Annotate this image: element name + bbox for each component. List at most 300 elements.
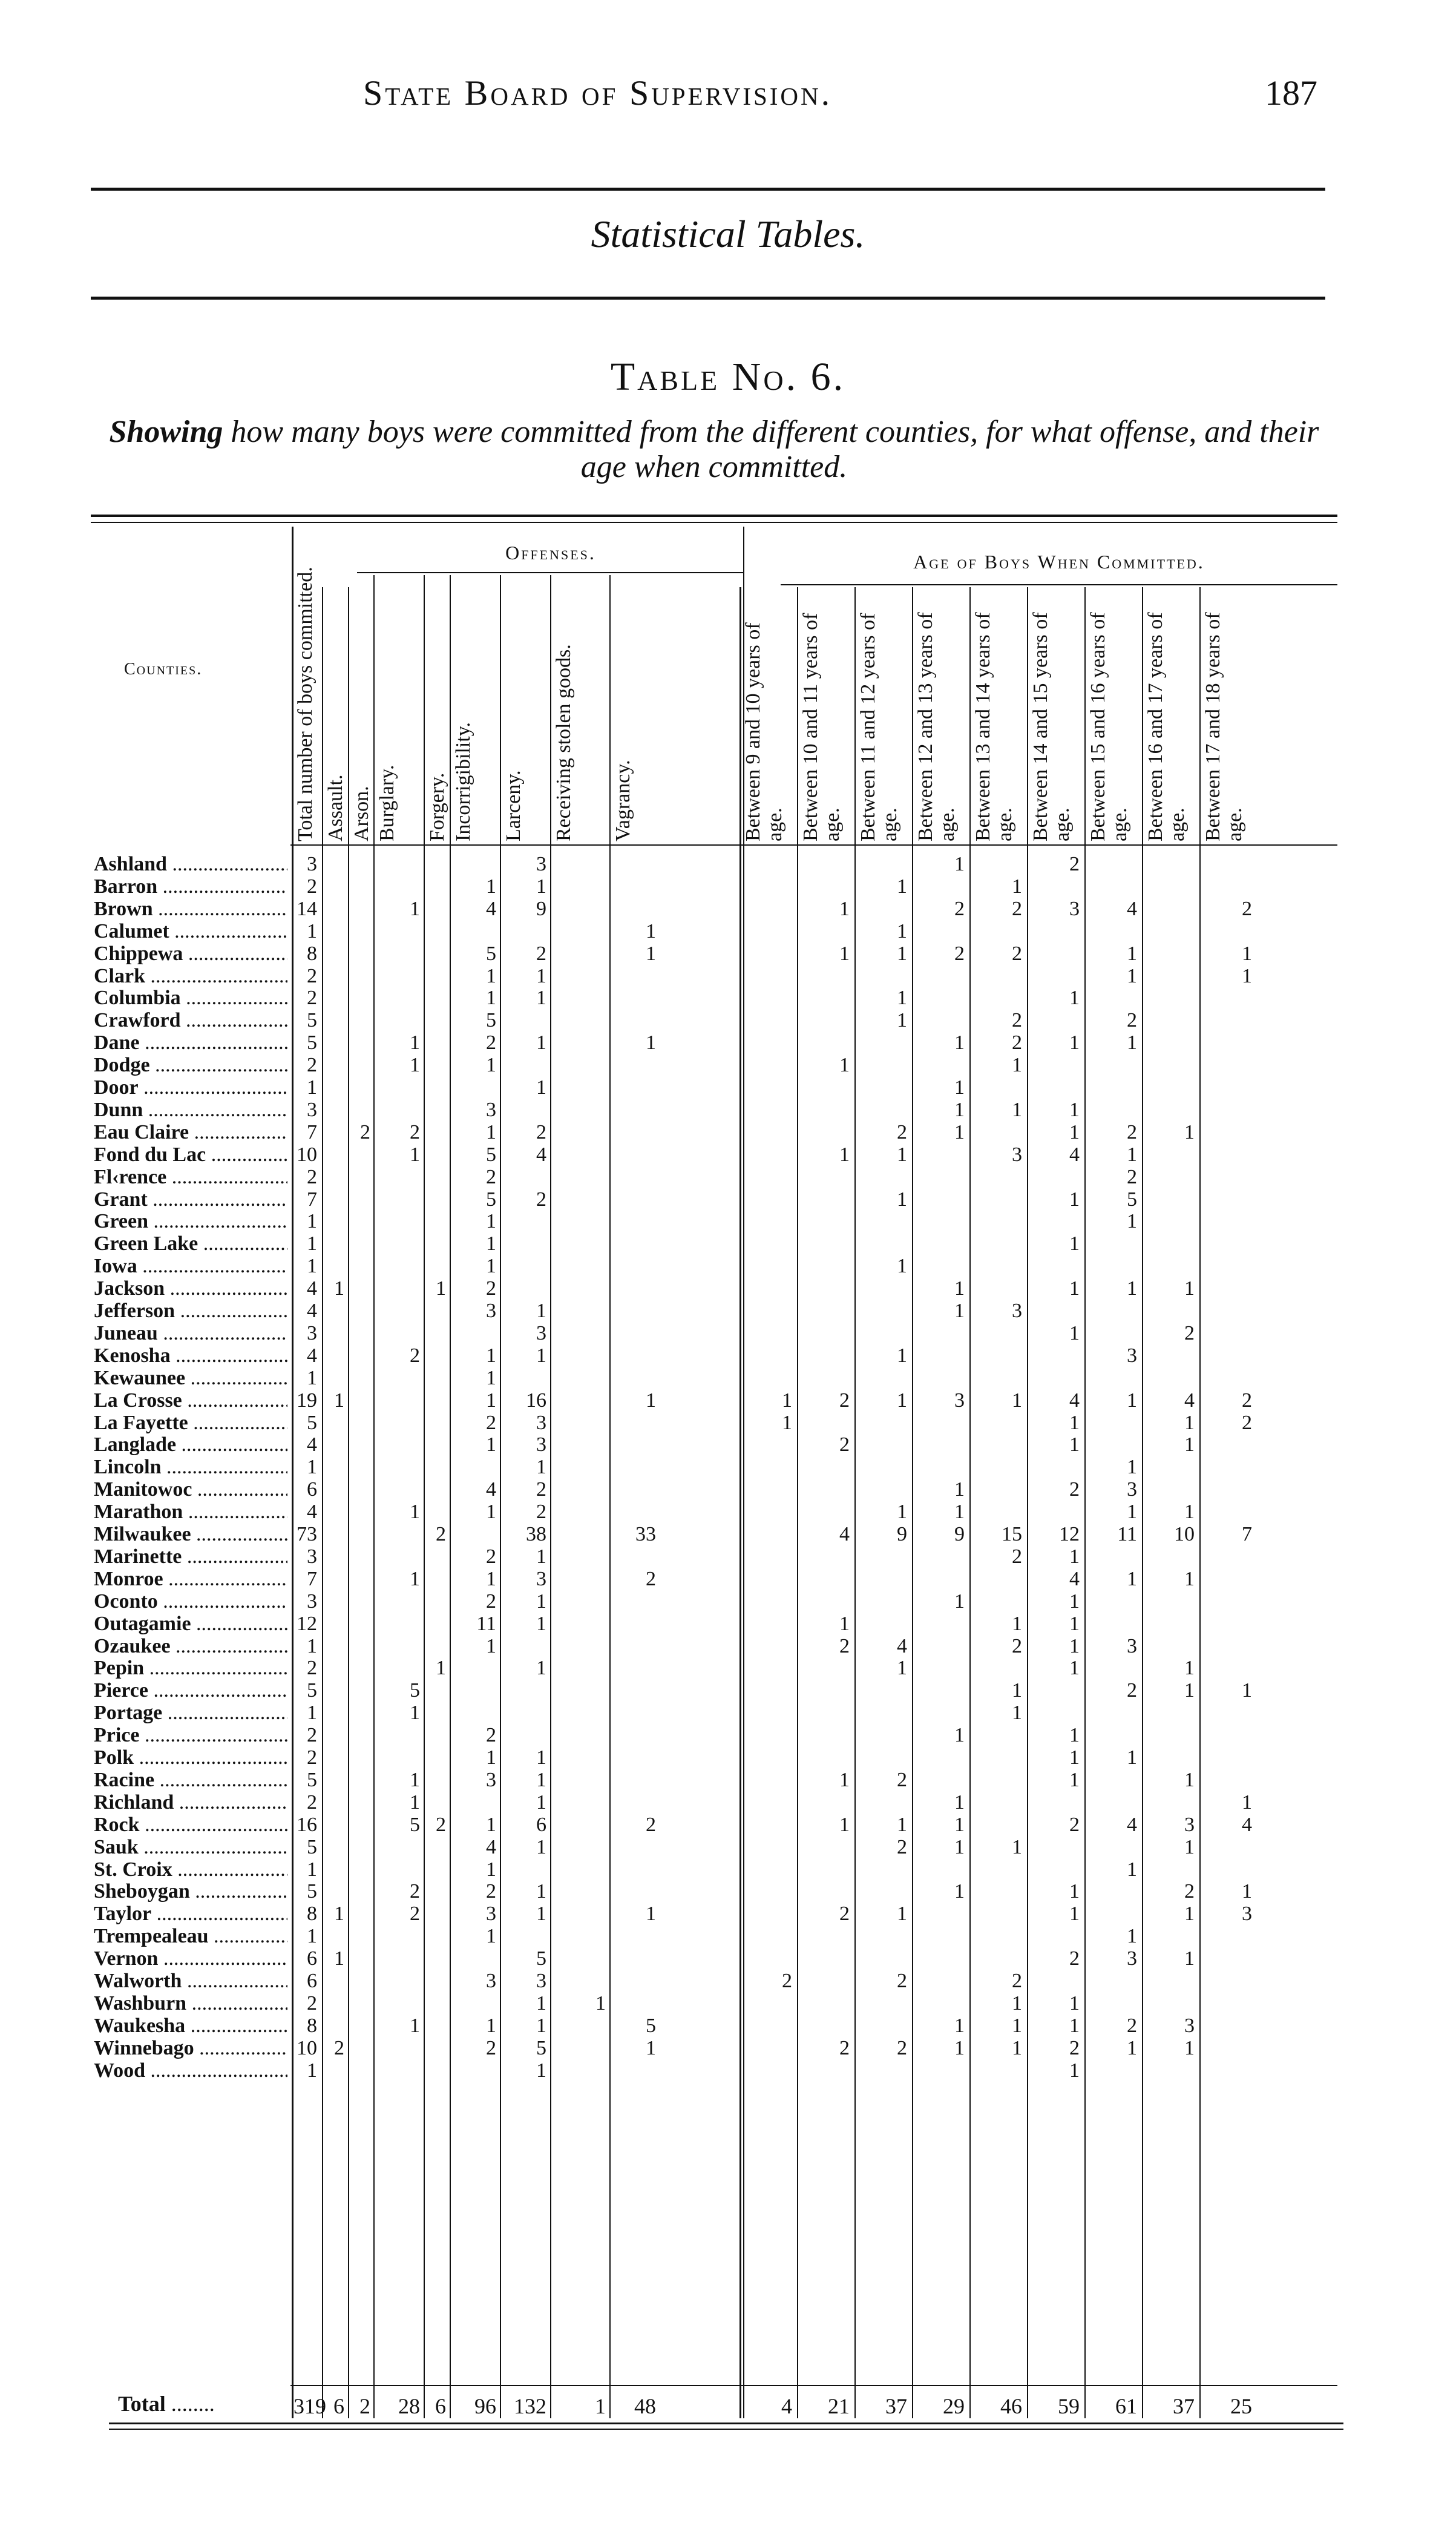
total-assault: 6 [333,2394,344,2418]
cell-larceny: 3 [536,1433,546,1456]
cell-total: 2 [307,1054,317,1077]
cell-a13_14: 2 [1012,1634,1022,1657]
county-name: Sheboygan ..... [94,1881,287,1903]
cell-larceny: 5 [536,2036,546,2059]
table-row [91,1255,1349,1277]
cell-a11_12: 4 [897,1634,907,1657]
cell-total: 12 [297,1612,317,1635]
table-row [91,1010,1349,1031]
cell-a16_17: 4 [1184,1389,1195,1412]
county-name: Milwaukee ..... [94,1524,287,1545]
column-header-a17_18: Between 17 and 18 years of age. [1202,612,1246,841]
cell-a14_15: 1 [1069,1880,1080,1903]
table-row [91,943,1349,965]
cell-total: 5 [307,1835,317,1858]
caption-text: how many boys were committed from the different counties, for what offense, and their age when committed. [231,415,1319,484]
county-name: Eau Claire ..... [94,1122,287,1143]
cell-incorrigibility: 5 [486,1143,496,1166]
cell-a13_14: 1 [1012,1054,1022,1077]
cell-a11_12: 1 [897,1657,907,1680]
statistics-table [91,515,1349,2427]
county-name: Fl‹rence ..... [94,1166,287,1188]
column-header-larceny: Larceny. [502,770,525,841]
column-header-burglary: Burglary. [376,765,398,841]
cell-a12_13: 1 [954,1791,965,1814]
county-name: Winnebago ..... [94,2038,287,2059]
cell-a13_14: 2 [1012,1970,1022,1992]
cell-incorrigibility: 1 [486,1344,496,1367]
table-row [91,1367,1349,1389]
cell-assault: 1 [334,1389,344,1412]
cell-a16_17: 1 [1184,1277,1195,1300]
cell-incorrigibility: 3 [486,1768,496,1791]
county-name: Ashland ..... [94,854,287,875]
cell-a11_12: 2 [897,2036,907,2059]
cell-larceny: 1 [536,1657,546,1680]
cell-a14_15: 1 [1069,1612,1080,1635]
cell-total: 3 [307,1545,317,1568]
table-row [91,1300,1349,1322]
cell-a14_15: 1 [1069,1098,1080,1121]
county-name: Waukesha ..... [94,2015,287,2037]
cell-a17_18: 2 [1242,1389,1252,1412]
cell-a11_12: 2 [897,1835,907,1858]
cell-larceny: 1 [536,1300,546,1322]
cell-larceny: 3 [536,1567,546,1590]
cell-a17_18: 4 [1242,1813,1252,1836]
cell-total: 10 [297,2036,317,2059]
cell-a14_15: 1 [1069,1120,1080,1143]
cell-a10_11: 1 [839,1612,850,1635]
cell-incorrigibility: 1 [486,1255,496,1278]
cell-total: 8 [307,942,317,965]
cell-larceny: 2 [536,1478,546,1501]
cell-a15_16: 2 [1127,1009,1137,1032]
table-row [91,987,1349,1009]
cell-a16_17: 1 [1184,1903,1195,1926]
cell-incorrigibility: 3 [486,1098,496,1121]
cell-a11_12: 9 [897,1523,907,1545]
page-header [0,73,1456,121]
cell-larceny: 1 [536,987,546,1010]
cell-total: 16 [297,1813,317,1836]
total-a13_14: 46 [1000,2394,1022,2418]
cell-a11_12: 1 [897,1009,907,1032]
age-group-label: Age of Boys When Committed. [913,551,1205,573]
table-row [91,1747,1349,1769]
table-row [91,1993,1349,2015]
top-rule [91,188,1325,191]
county-name: Dane ..... [94,1032,287,1054]
county-name: Oconto ..... [94,1591,287,1613]
cell-a15_16: 1 [1127,1567,1137,1590]
county-name: Kewaunee ..... [94,1367,287,1389]
cell-a12_13: 1 [954,853,965,875]
cell-incorrigibility: 2 [486,1545,496,1568]
cell-a13_14: 3 [1012,1143,1022,1166]
county-name: Juneau ..... [94,1323,287,1344]
cell-larceny: 6 [536,1813,546,1836]
county-name: La Fayette ..... [94,1412,287,1434]
cell-a14_15: 1 [1069,1232,1080,1255]
cell-a15_16: 3 [1127,1478,1137,1501]
cell-total: 7 [307,1120,317,1143]
cell-larceny: 2 [536,1188,546,1211]
cell-assault: 1 [334,1277,344,1300]
cell-burglary: 2 [410,1344,420,1367]
cell-a10_11: 1 [839,1054,850,1077]
total-a16_17: 37 [1173,2394,1195,2418]
table-row [91,1099,1349,1121]
total-larceny: 132 [514,2394,546,2418]
cell-incorrigibility: 1 [486,1433,496,1456]
cell-vagrancy: 1 [646,1389,656,1412]
cell-larceny: 1 [536,2014,546,2037]
cell-a11_12: 1 [897,875,907,898]
cell-incorrigibility: 4 [486,897,496,920]
cell-total: 1 [307,1076,317,1099]
cell-a10_11: 1 [839,1813,850,1836]
cell-a15_16: 4 [1127,1813,1137,1836]
cell-a13_14: 1 [1012,2036,1022,2059]
cell-larceny: 2 [536,1501,546,1524]
table-row [91,2060,1349,2082]
cell-a15_16: 1 [1127,1501,1137,1524]
county-name: Taylor ..... [94,1903,287,1925]
cell-incorrigibility: 1 [486,1120,496,1143]
cell-vagrancy: 1 [646,919,656,942]
cell-a14_15: 1 [1069,1768,1080,1791]
cell-a9_10: 1 [782,1389,792,1412]
table-row [91,1077,1349,1099]
cell-burglary: 1 [410,897,420,920]
cell-burglary: 1 [410,1143,420,1166]
cell-burglary: 1 [410,1567,420,1590]
cell-total: 2 [307,875,317,898]
cell-larceny: 3 [536,1321,546,1344]
cell-a12_13: 2 [954,942,965,965]
cell-a14_15: 1 [1069,1746,1080,1769]
cell-larceny: 9 [536,897,546,920]
cell-a10_11: 2 [839,1903,850,1926]
bottom-rule-inner [109,2429,1343,2430]
county-name: Marinette ..... [94,1546,287,1568]
cell-a14_15: 1 [1069,1411,1080,1434]
table-row [91,1166,1349,1188]
cell-a13_14: 1 [1012,1389,1022,1412]
table-row [91,898,1349,920]
cell-a14_15: 4 [1069,1389,1080,1412]
table-row [91,1032,1349,1054]
cell-a12_13: 1 [954,1300,965,1322]
cell-a10_11: 1 [839,897,850,920]
cell-a11_12: 1 [897,942,907,965]
age-group-rule [781,584,1337,585]
cell-a13_14: 2 [1012,897,1022,920]
cell-total: 2 [307,1791,317,1814]
county-name: Green Lake ..... [94,1233,287,1255]
cell-a11_12: 1 [897,919,907,942]
cell-a17_18: 1 [1242,1679,1252,1702]
cell-a14_15: 2 [1069,1478,1080,1501]
cell-a9_10: 2 [782,1970,792,1992]
cell-a15_16: 1 [1127,1031,1137,1054]
cell-a16_17: 1 [1184,2036,1195,2059]
cell-a14_15: 1 [1069,1992,1080,2015]
cell-a12_13: 1 [954,1724,965,1747]
cell-forgery: 2 [436,1813,446,1836]
cell-total: 19 [297,1389,317,1412]
cell-a11_12: 1 [897,1188,907,1211]
county-name: La Crosse ..... [94,1390,287,1412]
cell-a15_16: 4 [1127,897,1137,920]
cell-larceny: 1 [536,1456,546,1479]
cell-total: 3 [307,853,317,875]
cell-a11_12: 1 [897,1389,907,1412]
county-name: Marathon ..... [94,1501,287,1523]
cell-total: 1 [307,1210,317,1233]
table-row [91,854,1349,875]
county-name: Walworth ..... [94,1970,287,1992]
cell-incorrigibility: 3 [486,1300,496,1322]
cell-a15_16: 3 [1127,1344,1137,1367]
cell-incorrigibility: 4 [486,1835,496,1858]
cell-a14_15: 1 [1069,1188,1080,1211]
cell-larceny: 16 [526,1389,546,1412]
table-row [91,1837,1349,1858]
cell-larceny: 1 [536,1992,546,2015]
cell-larceny: 3 [536,853,546,875]
cell-total: 5 [307,1009,317,1032]
table-top-rule-inner [91,522,1337,523]
total-receiving: 1 [595,2394,606,2418]
cell-a13_14: 2 [1012,942,1022,965]
cell-incorrigibility: 5 [486,942,496,965]
cell-a15_16: 2 [1127,1679,1137,1702]
cell-incorrigibility: 1 [486,1858,496,1881]
cell-a12_13: 1 [954,1501,965,1524]
cell-a15_16: 1 [1127,1277,1137,1300]
cell-a12_13: 1 [954,1590,965,1613]
table-row [91,1211,1349,1232]
cell-total: 5 [307,1031,317,1054]
cell-larceny: 2 [536,942,546,965]
county-name: Jefferson ..... [94,1300,287,1322]
cell-a16_17: 1 [1184,1947,1195,1970]
cell-total: 5 [307,1411,317,1434]
cell-a15_16: 2 [1127,1120,1137,1143]
cell-a16_17: 1 [1184,1567,1195,1590]
cell-incorrigibility: 5 [486,1188,496,1211]
cell-total: 2 [307,1165,317,1188]
county-name: Pepin ..... [94,1657,287,1679]
table-row [91,1814,1349,1836]
cell-larceny: 1 [536,1791,546,1814]
cell-larceny: 1 [536,1746,546,1769]
cell-larceny: 1 [536,1031,546,1054]
table-row [91,1636,1349,1657]
cell-burglary: 2 [410,1120,420,1143]
cell-a14_15: 1 [1069,1903,1080,1926]
table-row [91,1859,1349,1881]
cell-a12_13: 1 [954,2036,965,2059]
cell-burglary: 2 [410,1903,420,1926]
cell-a10_11: 2 [839,1389,850,1412]
cell-larceny: 3 [536,1970,546,1992]
total-burglary: 28 [398,2394,420,2418]
cell-a13_14: 2 [1012,1031,1022,1054]
county-name: Langlade ..... [94,1434,287,1456]
county-name: Richland ..... [94,1792,287,1814]
cell-burglary: 1 [410,2014,420,2037]
cell-incorrigibility: 2 [486,2036,496,2059]
column-header-a13_14: Between 13 and 14 years of age. [972,612,1016,841]
cell-burglary: 1 [410,1702,420,1725]
cell-a14_15: 2 [1069,853,1080,875]
cell-incorrigibility: 1 [486,1746,496,1769]
cell-incorrigibility: 2 [486,1411,496,1434]
cell-incorrigibility: 1 [486,1925,496,1948]
cell-total: 1 [307,1702,317,1725]
table-row [91,1657,1349,1679]
county-name: Iowa ..... [94,1255,287,1277]
cell-incorrigibility: 1 [486,875,496,898]
county-name: St. Croix ..... [94,1859,287,1881]
county-name: Manitowoc ..... [94,1479,287,1501]
cell-total: 6 [307,1478,317,1501]
cell-a16_17: 1 [1184,1657,1195,1680]
cell-a12_13: 1 [954,1277,965,1300]
cell-larceny: 1 [536,1076,546,1099]
county-name: Portage ..... [94,1702,287,1724]
cell-total: 10 [297,1143,317,1166]
column-header-a14_15: Between 14 and 15 years of age. [1029,612,1074,841]
cell-a16_17: 1 [1184,1835,1195,1858]
table-row [91,1903,1349,1925]
total-top-rule [290,2385,1337,2386]
table-row [91,1948,1349,1970]
cell-a15_16: 1 [1127,1210,1137,1233]
county-name: Pierce ..... [94,1680,287,1702]
cell-a12_13: 1 [954,2014,965,2037]
cell-a14_15: 1 [1069,987,1080,1010]
cell-burglary: 1 [410,1791,420,1814]
cell-assault: 1 [334,1903,344,1926]
table-row [91,1122,1349,1143]
cell-incorrigibility: 2 [486,1880,496,1903]
cell-total: 7 [307,1567,317,1590]
table-row [91,1613,1349,1635]
cell-a17_18: 1 [1242,964,1252,987]
cell-a15_16: 11 [1117,1523,1137,1545]
cell-a16_17: 2 [1184,1880,1195,1903]
cell-larceny: 1 [536,1903,546,1926]
cell-total: 8 [307,2014,317,2037]
county-name: Fond du Lac ..... [94,1144,287,1166]
cell-total: 2 [307,1657,317,1680]
cell-incorrigibility: 1 [486,1366,496,1389]
cell-a14_15: 1 [1069,1724,1080,1747]
cell-a17_18: 1 [1242,1880,1252,1903]
cell-assault: 2 [334,2036,344,2059]
cell-total: 4 [307,1501,317,1524]
caption-lead: Showing [109,415,223,449]
cell-a15_16: 5 [1127,1188,1137,1211]
cell-a16_17: 1 [1184,1501,1195,1524]
table-row [91,1233,1349,1255]
cell-larceny: 1 [536,1612,546,1635]
county-name: Dodge ..... [94,1054,287,1076]
cell-a16_17: 1 [1184,1768,1195,1791]
cell-incorrigibility: 1 [486,1634,496,1657]
column-header-a15_16: Between 15 and 16 years of age. [1087,612,1131,841]
cell-a13_14: 1 [1012,1702,1022,1725]
cell-total: 1 [307,1366,317,1389]
cell-larceny: 1 [536,1880,546,1903]
cell-total: 6 [307,1947,317,1970]
cell-total: 8 [307,1903,317,1926]
cell-incorrigibility: 1 [486,987,496,1010]
cell-a10_11: 2 [839,2036,850,2059]
county-name: Monroe ..... [94,1568,287,1590]
offenses-group-rule [357,572,744,573]
cell-vagrancy: 5 [646,2014,656,2037]
cell-a15_16: 1 [1127,1746,1137,1769]
column-header-a12_13: Between 12 and 13 years of age. [914,612,959,841]
cell-a12_13: 1 [954,1813,965,1836]
cell-larceny: 4 [536,1143,546,1166]
cell-larceny: 1 [536,1835,546,1858]
cell-total: 2 [307,964,317,987]
header-bottom-rule [290,844,1337,846]
cell-a13_14: 1 [1012,1679,1022,1702]
cell-a11_12: 1 [897,987,907,1010]
cell-a16_17: 3 [1184,2014,1195,2037]
cell-a11_12: 2 [897,1970,907,1992]
cell-vagrancy: 1 [646,1903,656,1926]
cell-total: 1 [307,1456,317,1479]
cell-a13_14: 2 [1012,1545,1022,1568]
column-header-a9_10: Between 9 and 10 years of age. [742,622,786,841]
cell-arson: 2 [360,1120,370,1143]
total-forgery: 6 [435,2394,446,2418]
total-a11_12: 37 [885,2394,907,2418]
cell-a16_17: 1 [1184,1433,1195,1456]
cell-a14_15: 1 [1069,1031,1080,1054]
table-row [91,1926,1349,1947]
total-vagrancy: 48 [634,2394,656,2418]
cell-a10_11: 4 [839,1523,850,1545]
cell-a13_14: 1 [1012,875,1022,898]
cell-a17_18: 3 [1242,1903,1252,1926]
cell-a13_14: 1 [1012,2014,1022,2037]
table-row [91,1725,1349,1746]
cell-receiving: 1 [595,1992,606,2015]
counties-header: Counties. [124,660,203,679]
cell-a12_13: 1 [954,1835,965,1858]
cell-a14_15: 1 [1069,1433,1080,1456]
cell-total: 2 [307,1724,317,1747]
cell-a11_12: 1 [897,1501,907,1524]
cell-a14_15: 1 [1069,1590,1080,1613]
table-row [91,2038,1349,2059]
county-name: Calumet ..... [94,921,287,942]
table-row [91,1434,1349,1456]
bottom-rule [109,2423,1343,2424]
cell-total: 4 [307,1277,317,1300]
cell-a12_13: 9 [954,1523,965,1545]
table-row [91,1680,1349,1702]
